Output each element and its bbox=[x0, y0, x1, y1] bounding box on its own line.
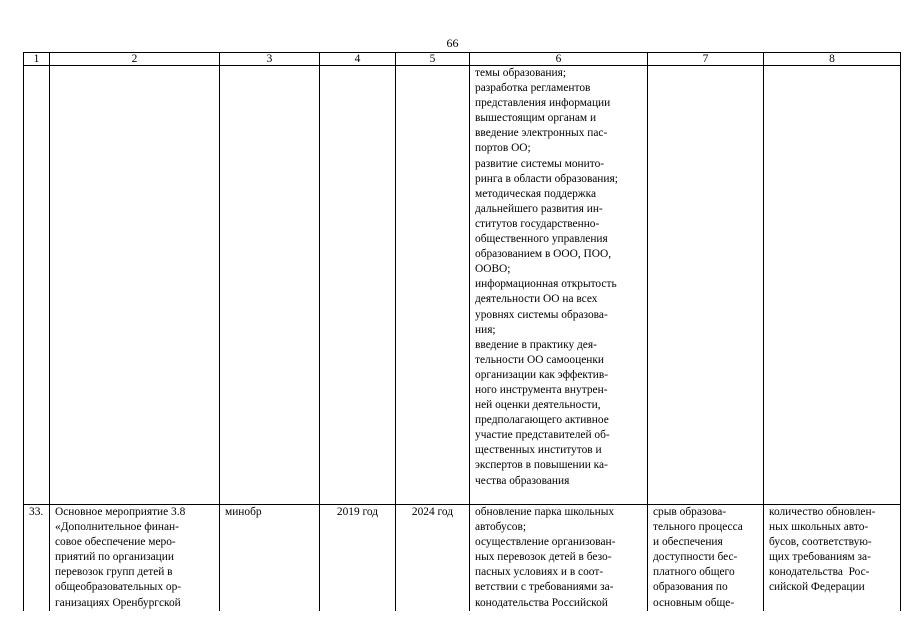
column-header: 6 bbox=[470, 53, 648, 66]
table-cell bbox=[764, 505, 901, 611]
column-header: 5 bbox=[396, 53, 470, 66]
end-year: 2024 год bbox=[411, 506, 454, 518]
measure-title: Основное мероприятие 3.8 «Дополнительное финан- совое обеспечение меро- приятий по организации перевозок групп детей в общеобразовательных ор- ганизациях Оренбургской bbox=[55, 506, 186, 609]
column-header: 4 bbox=[320, 53, 396, 66]
column-header: 2 bbox=[50, 53, 220, 66]
responsible-executor: минобр bbox=[225, 506, 262, 518]
column-number-row bbox=[24, 53, 901, 66]
table-cell bbox=[648, 505, 764, 611]
table-cell bbox=[24, 66, 50, 505]
table-cell bbox=[220, 505, 320, 611]
cell-text: темы образования; разработка регламентов представления информации вышестоящим органам и введение электронных пас- портов ОО; развитие системы монито- ринга в области образования; методическая поддержка дальнейшего развития ин- ститутов государственно- общественного управления образованием в ООО, ПОО, ООВО; информационная открытость деятельности ОО на всех уровнях системы образова- ния; введение в практику дея- тельности ОО самооценки организации как эффектив- ного инструмента внутрен- ней оценки деятельности, предполагающего активное участие представителей об- щественных институтов и экспертов в повышении ка- чества образования bbox=[475, 67, 618, 487]
table-cell bbox=[764, 66, 901, 505]
page-number: 66 bbox=[446, 36, 459, 50]
indicator-link: количество обновлен- ных школьных авто- бусов, соответствую- щих требованиям за- конодательства Рос- сийской Федерации bbox=[769, 506, 876, 594]
table-cell bbox=[24, 505, 50, 611]
table-cell bbox=[320, 505, 396, 611]
table-cell bbox=[470, 505, 648, 611]
row-number: 33. bbox=[29, 506, 44, 518]
table-cell bbox=[220, 66, 320, 505]
expected-result: обновление парка школьных автобусов; осуществление организован- ных перевозок детей в безо- пасных условиях и в соот- ветствии с требованиями за- конодательства Российской bbox=[475, 506, 616, 609]
column-header: 3 bbox=[220, 53, 320, 66]
table-cell bbox=[50, 505, 220, 611]
table-cell bbox=[50, 66, 220, 505]
table-cell bbox=[396, 66, 470, 505]
table-cell bbox=[470, 66, 648, 505]
column-header: 8 bbox=[764, 53, 901, 66]
table-cell bbox=[320, 66, 396, 505]
table-cell bbox=[396, 505, 470, 611]
consequences: срыв образова- тельного процесса и обеспечения доступности бес- платного общего образования по основным обще- bbox=[653, 506, 743, 609]
table-cell bbox=[648, 66, 764, 505]
start-year: 2019 год bbox=[336, 506, 379, 518]
table-row bbox=[24, 505, 901, 611]
table-row bbox=[24, 66, 901, 505]
column-header: 1 bbox=[24, 53, 50, 66]
measures-table bbox=[23, 52, 901, 611]
column-header: 7 bbox=[648, 53, 764, 66]
